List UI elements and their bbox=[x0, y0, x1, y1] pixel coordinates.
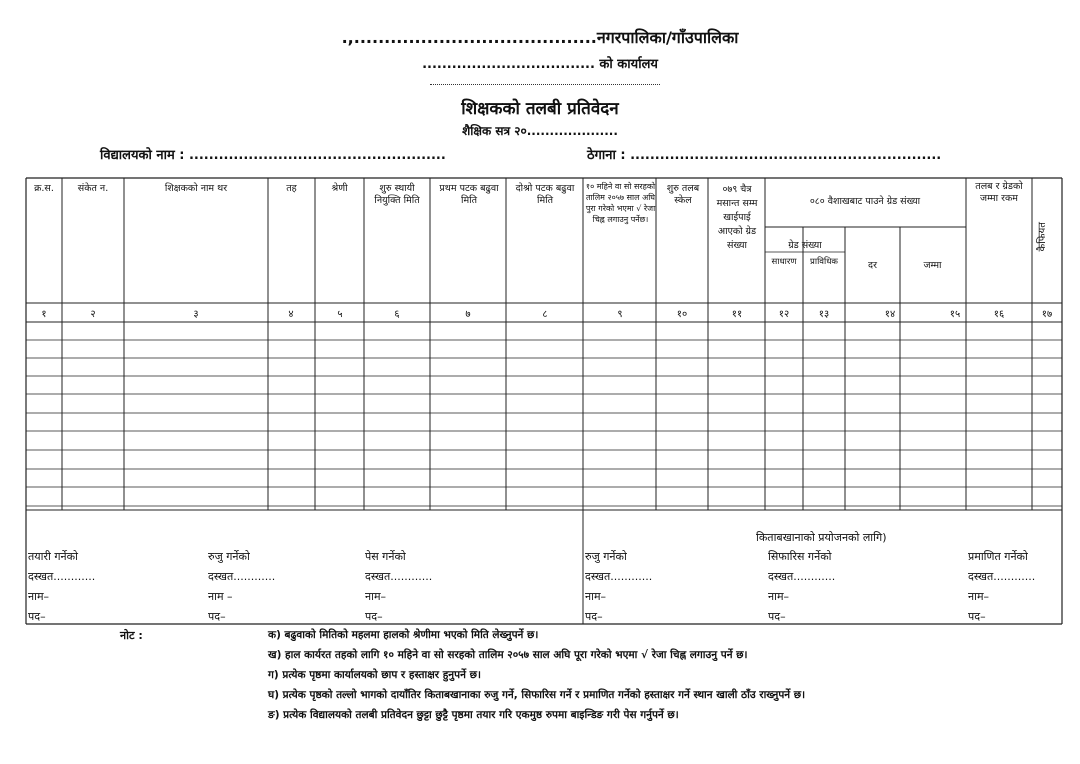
signature-name: नाम– bbox=[768, 590, 790, 603]
column-number: १२ bbox=[778, 309, 790, 320]
signature-post: पद– bbox=[968, 610, 986, 623]
signature-title: सिफारिस गर्नेको bbox=[768, 550, 832, 563]
signature-block bbox=[768, 547, 835, 627]
column-number: ९ bbox=[617, 309, 623, 320]
column-number: ५ bbox=[337, 309, 343, 320]
signature-title: रुजु गर्नेको bbox=[585, 550, 627, 563]
note-item: घ) प्रत्येक पृष्ठको तल्लो भागको दायाँतिर किताबखानाका रुजु गर्ने, सिफारिस गर्ने र प्रमाणित गर्नेको हस्ताक्षर गर्ने स्थान खाली ठाँउ राख्नुपर्ने छ। bbox=[268, 689, 806, 701]
column-number: ४ bbox=[288, 309, 294, 320]
signature-name: नाम – bbox=[208, 590, 233, 603]
col-header-remarks: कैफियत bbox=[1037, 222, 1048, 252]
signature-sign: दस्खत............ bbox=[968, 570, 1036, 583]
signature-title: रुजु गर्नेको bbox=[208, 550, 250, 563]
signature-name: नाम– bbox=[28, 590, 50, 603]
signature-sign: दस्खत............ bbox=[768, 570, 836, 583]
sub-header-technical: प्राविधिक bbox=[810, 257, 838, 267]
col-header-code: संकेत न. bbox=[77, 183, 109, 194]
column-number: ८ bbox=[542, 309, 548, 320]
col-header-first-promotion: प्रथम पटक बढुवा मिति bbox=[439, 183, 499, 206]
kitab-note: किताबखानाको प्रयोजनको लागि) bbox=[756, 531, 887, 544]
office-heading: ................................... को कार्यालय bbox=[422, 57, 658, 72]
sub-header-total: जम्मा bbox=[923, 260, 942, 271]
sub-header-grade-count: ग्रेड संख्या bbox=[788, 240, 822, 251]
signature-sign: दस्खत............ bbox=[365, 570, 433, 583]
municipality-heading: .,........................................नगरपालिका/गाँउपालिका bbox=[341, 28, 739, 47]
signature-post: पद– bbox=[585, 610, 603, 623]
sub-header-general: साधारण bbox=[771, 257, 797, 267]
signature-title: पेस गर्नेको bbox=[365, 550, 406, 563]
col-header-new-grade: ०८० वैशाखबाट पाउने ग्रेड संख्या bbox=[809, 196, 921, 207]
signature-block bbox=[365, 547, 432, 627]
col-header-class: श्रेणी bbox=[331, 183, 348, 194]
signature-title: तयारी गर्नेको bbox=[28, 550, 78, 563]
signature-title: प्रमाणित गर्नेको bbox=[968, 550, 1028, 563]
sub-header-rate: दर bbox=[868, 260, 877, 271]
signature-block bbox=[968, 547, 1035, 627]
signature-post: पद– bbox=[28, 610, 46, 623]
signature-name: नाम– bbox=[365, 590, 387, 603]
column-number: १७ bbox=[1041, 309, 1053, 320]
col-header-second-promotion: दोश्रो पटक बढुवा मिति bbox=[515, 183, 575, 206]
signature-block bbox=[585, 547, 652, 627]
note-item: ख) हाल कार्यरत तहको लागि १० महिने वा सो सरहको तालिम २०५७ साल अघि पूरा गरेको भएमा √ रेजा चिह्न लगाउनु पर्ने छ। bbox=[268, 649, 748, 661]
col-header-total-amount: तलब र ग्रेडको जम्मा रकम bbox=[975, 181, 1023, 204]
column-number: १ bbox=[41, 309, 47, 320]
signature-block bbox=[28, 547, 95, 627]
signature-post: पद– bbox=[208, 610, 226, 623]
signature-post: पद– bbox=[365, 610, 383, 623]
report-title: शिक्षकको तलबी प्रतिवेदन bbox=[461, 99, 619, 119]
note-item: ङ) प्रत्येक विद्यालयको तलबी प्रतिवेदन छुट्टा छुट्टै पृष्ठमा तयार गरि एकमुष्ठ रुपमा बाइन्डिङ गरी पेस गर्नुपर्ने छ। bbox=[268, 709, 679, 721]
column-number: ३ bbox=[193, 309, 199, 320]
signature-sign: दस्खत............ bbox=[208, 570, 276, 583]
col-header-level: तह bbox=[286, 183, 297, 194]
column-number: १० bbox=[676, 309, 688, 320]
signature-name: नाम– bbox=[968, 590, 990, 603]
column-number: १६ bbox=[993, 309, 1005, 320]
address-field: ठेगाना : ............................................................... bbox=[587, 148, 942, 163]
signature-sign: दस्खत............ bbox=[585, 570, 653, 583]
note-label: नोट : bbox=[120, 629, 143, 642]
school-name-field: विद्यालयको नाम : .................................................... bbox=[100, 148, 446, 163]
signature-block bbox=[208, 547, 275, 627]
session-line: शैक्षिक सत्र २०.................... bbox=[462, 124, 618, 138]
col-header-appointment: शुरु स्थायी नियुक्ति मिति bbox=[374, 183, 420, 206]
column-number: ११ bbox=[731, 309, 743, 320]
note-item: ग) प्रत्येक पृष्ठमा कार्यालयको छाप र हस्ताक्षर हुनुपर्ने छ। bbox=[268, 669, 481, 681]
column-number: २ bbox=[90, 309, 96, 320]
col-header-training: १० महिने वा सो सरहको तालिम २०५७ साल अघि पुरा गरेको भएमा √ रेजा चिह्न लगाउनु पर्नेछ। bbox=[585, 182, 656, 224]
column-number: १४ bbox=[884, 309, 896, 320]
col-header-start-scale: शुरु तलब स्केल bbox=[666, 183, 700, 206]
signature-sign: दस्खत............ bbox=[28, 570, 96, 583]
col-header-name: शिक्षकको नाम थर bbox=[164, 183, 228, 194]
column-number: १५ bbox=[949, 309, 961, 320]
column-number: ७ bbox=[465, 309, 471, 320]
signature-name: नाम– bbox=[585, 590, 607, 603]
col-header-prev-grade: ०७९ चैत्र मसान्त सम्म खाईपाई आएको ग्रेड संख्या bbox=[716, 184, 758, 251]
column-number: ६ bbox=[394, 309, 400, 320]
signature-post: पद– bbox=[768, 610, 786, 623]
note-item: क) बढुवाको मितिको महलमा हालको श्रेणीमा भएको मिति लेख्नुपर्ने छ। bbox=[268, 629, 539, 641]
column-number: १३ bbox=[818, 309, 830, 320]
col-header-serial: क्र.स. bbox=[34, 183, 54, 194]
